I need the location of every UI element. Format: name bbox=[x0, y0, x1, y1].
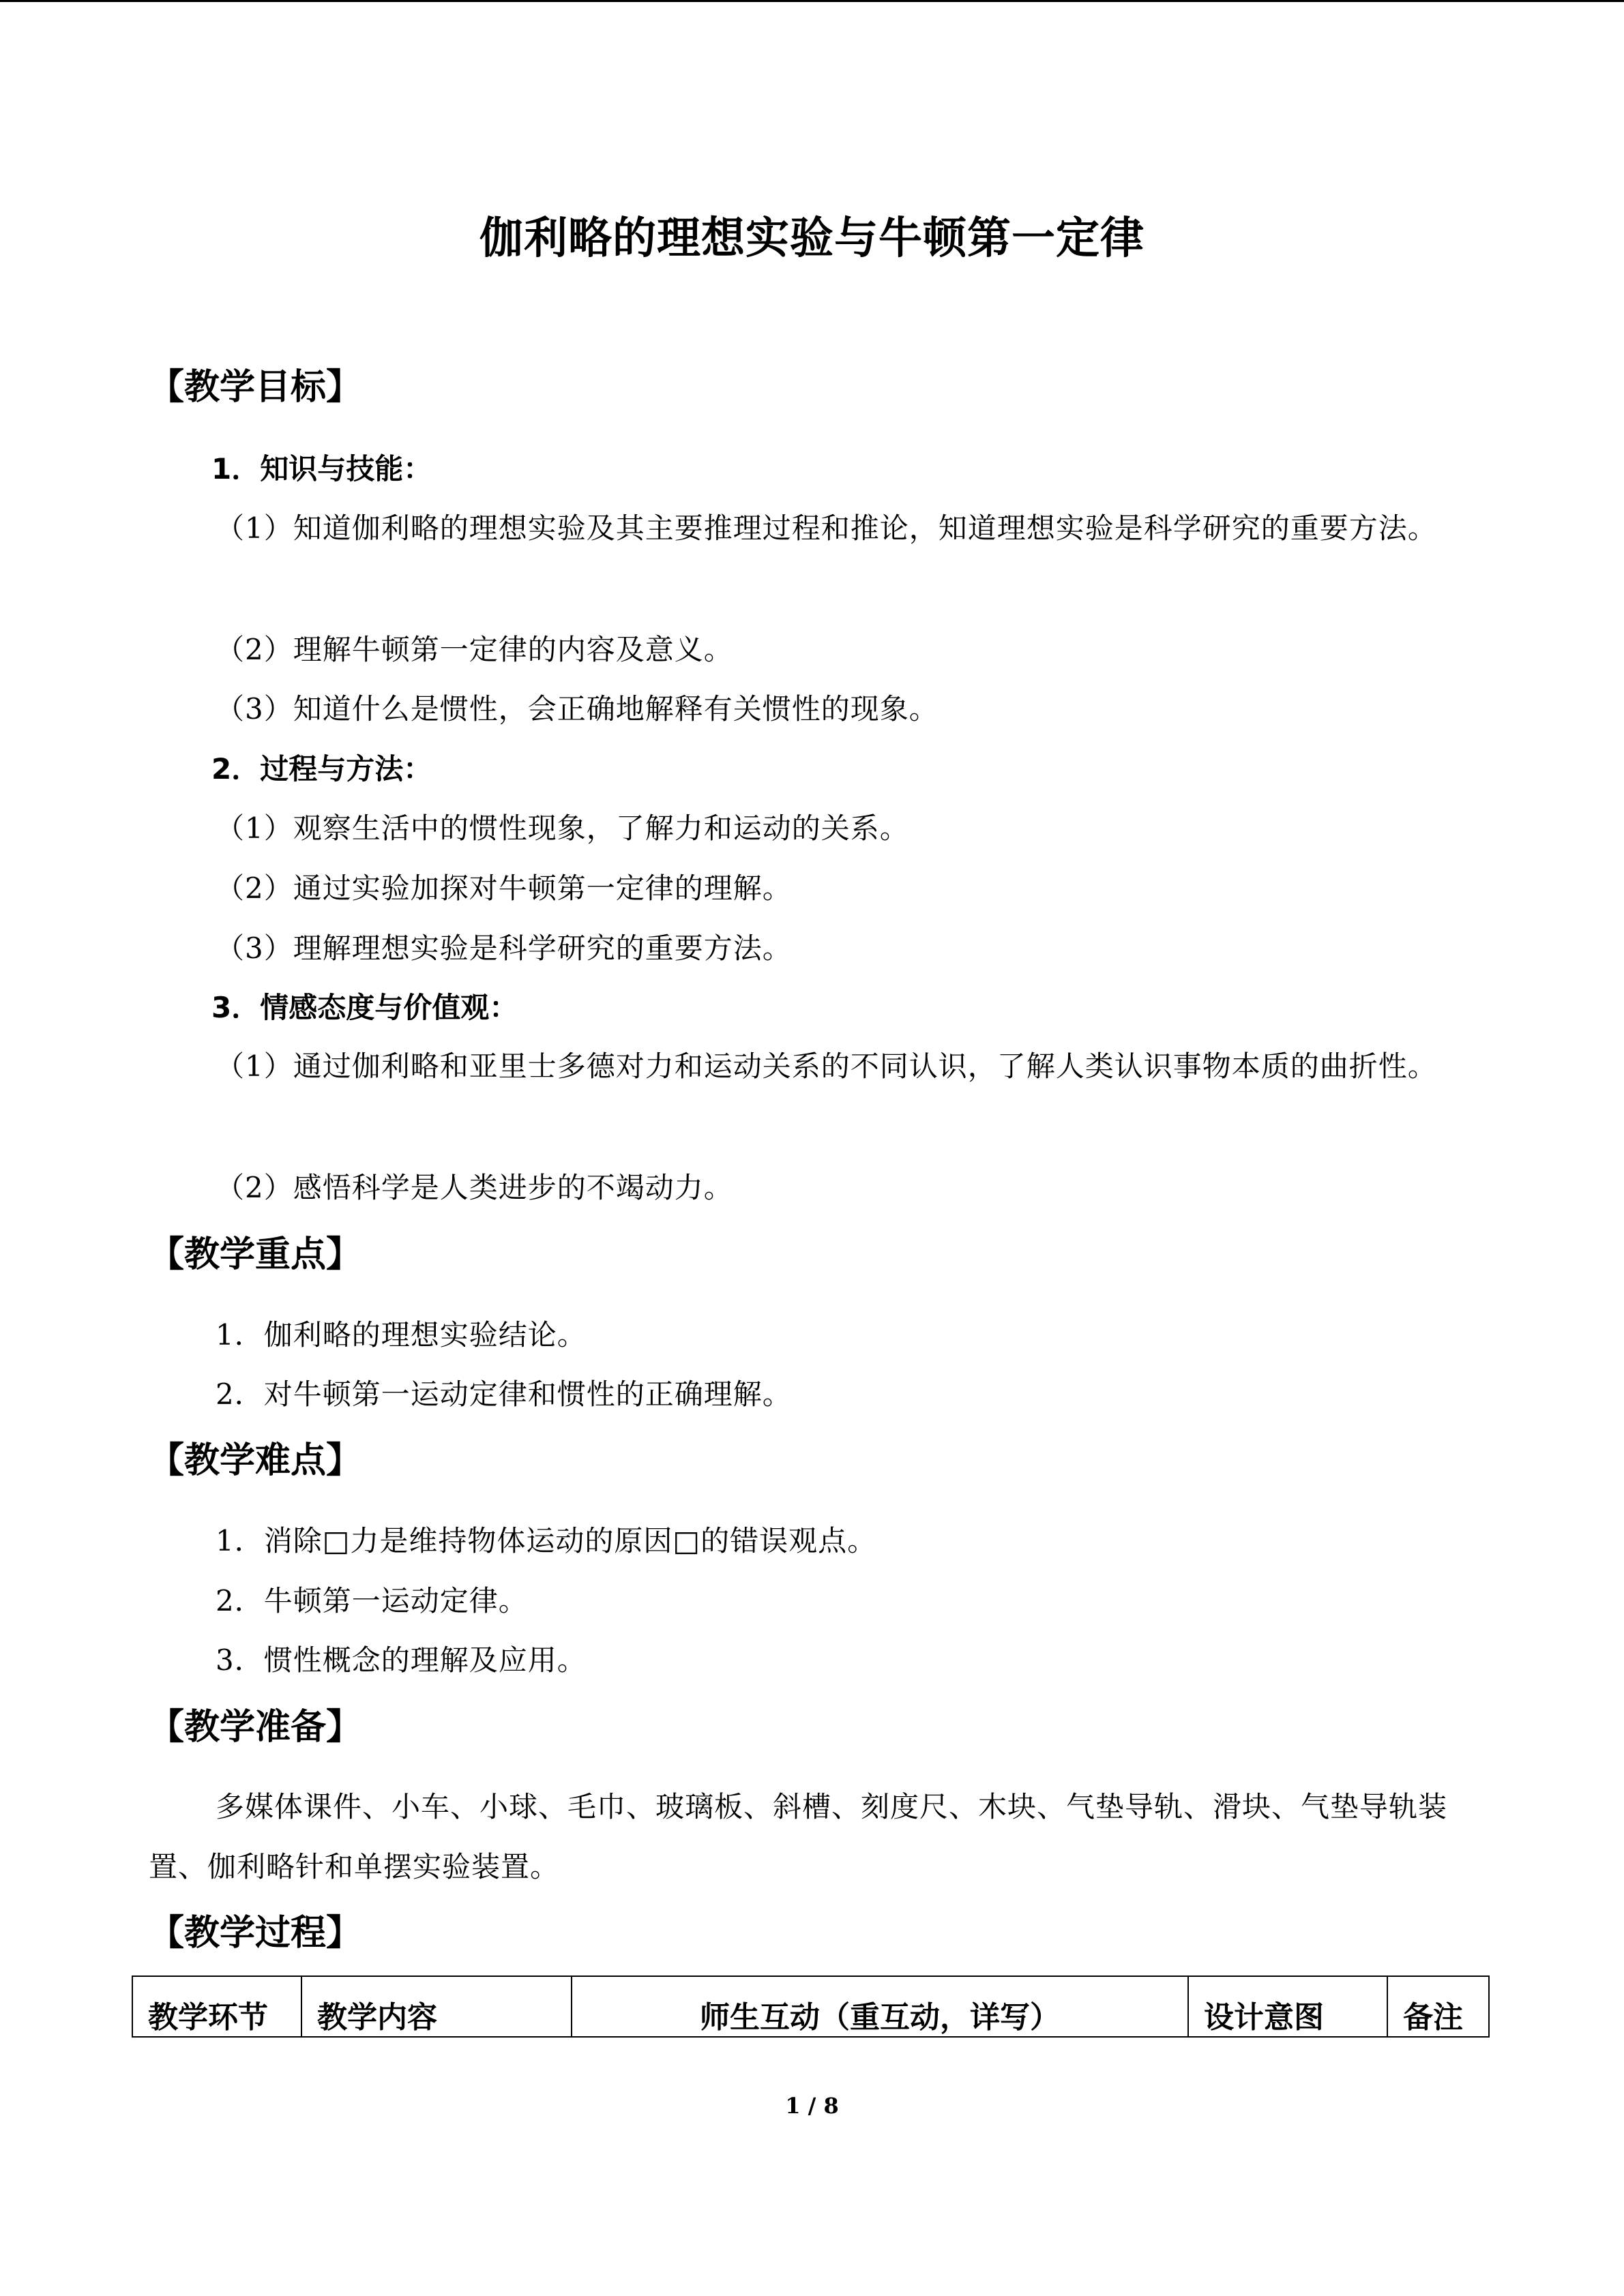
list-item: 1．伽利略的理想实验结论。 bbox=[216, 1318, 587, 1352]
subheading-attitudes-values: 3．情感态度与价值观： bbox=[211, 991, 518, 1024]
top-border-line bbox=[0, 0, 1624, 2]
list-item: （3）知道什么是惯性，会正确地解释有关惯性的现象。 bbox=[216, 692, 939, 726]
paragraph-item: （1）通过伽利略和亚里士多德对力和运动关系的不同认识，了解人类认识事物本质的曲折性。 bbox=[216, 1049, 1437, 1083]
preparation-text: 多媒体课件、小车、小球、毛巾、玻璃板、斜槽、刻度尺、木块、气垫导轨、滑块、气垫导轨装置、伽利略针和单摆实验装置。 bbox=[149, 1790, 1448, 1883]
table-header-cell: 师生互动（重互动，详写） bbox=[572, 1976, 1188, 2037]
page-number: 1 / 8 bbox=[785, 2093, 839, 2119]
section-heading-procedure: 【教学过程】 bbox=[149, 1913, 362, 1954]
section-heading-key-points: 【教学重点】 bbox=[149, 1234, 362, 1275]
list-item: 2．牛顿第一运动定律。 bbox=[216, 1584, 528, 1617]
section-heading-difficulties: 【教学难点】 bbox=[149, 1440, 362, 1481]
document-title: 伽利略的理想实验与牛顿第一定律 bbox=[479, 213, 1145, 264]
table-header-cell: 教学环节 bbox=[132, 1976, 301, 2037]
list-item: （2）通过实验加探对牛顿第一定律的理解。 bbox=[216, 871, 792, 905]
table-header-row bbox=[132, 1976, 1489, 2037]
list-item: （1）观察生活中的惯性现象，了解力和运动的关系。 bbox=[216, 811, 909, 845]
table-header-cell: 备注 bbox=[1387, 1976, 1489, 2037]
list-item: （2）理解牛顿第一定律的内容及意义。 bbox=[216, 633, 733, 666]
procedure-table bbox=[132, 1976, 1490, 2038]
subheading-process-methods: 2．过程与方法： bbox=[211, 752, 432, 786]
table-header-cell: 设计意图 bbox=[1188, 1976, 1387, 2037]
list-item: 1．消除□力是维持物体运动的原因□的错误观点。 bbox=[216, 1524, 877, 1557]
list-item: （2）感悟科学是人类进步的不竭动力。 bbox=[216, 1171, 733, 1204]
section-heading-objectives: 【教学目标】 bbox=[149, 367, 362, 408]
list-item: 3．惯性概念的理解及应用。 bbox=[216, 1643, 587, 1677]
paragraph-item: （1）知道伽利略的理想实验及其主要推理过程和推论，知道理想实验是科学研究的重要方法。 bbox=[216, 511, 1437, 545]
list-item: （3）理解理想实验是科学研究的重要方法。 bbox=[216, 931, 792, 965]
list-item: 2．对牛顿第一运动定律和惯性的正确理解。 bbox=[216, 1377, 792, 1411]
table-header-cell: 教学内容 bbox=[301, 1976, 572, 2037]
section-heading-preparation: 【教学准备】 bbox=[149, 1707, 362, 1748]
subheading-knowledge-skills: 1．知识与技能： bbox=[211, 452, 432, 486]
